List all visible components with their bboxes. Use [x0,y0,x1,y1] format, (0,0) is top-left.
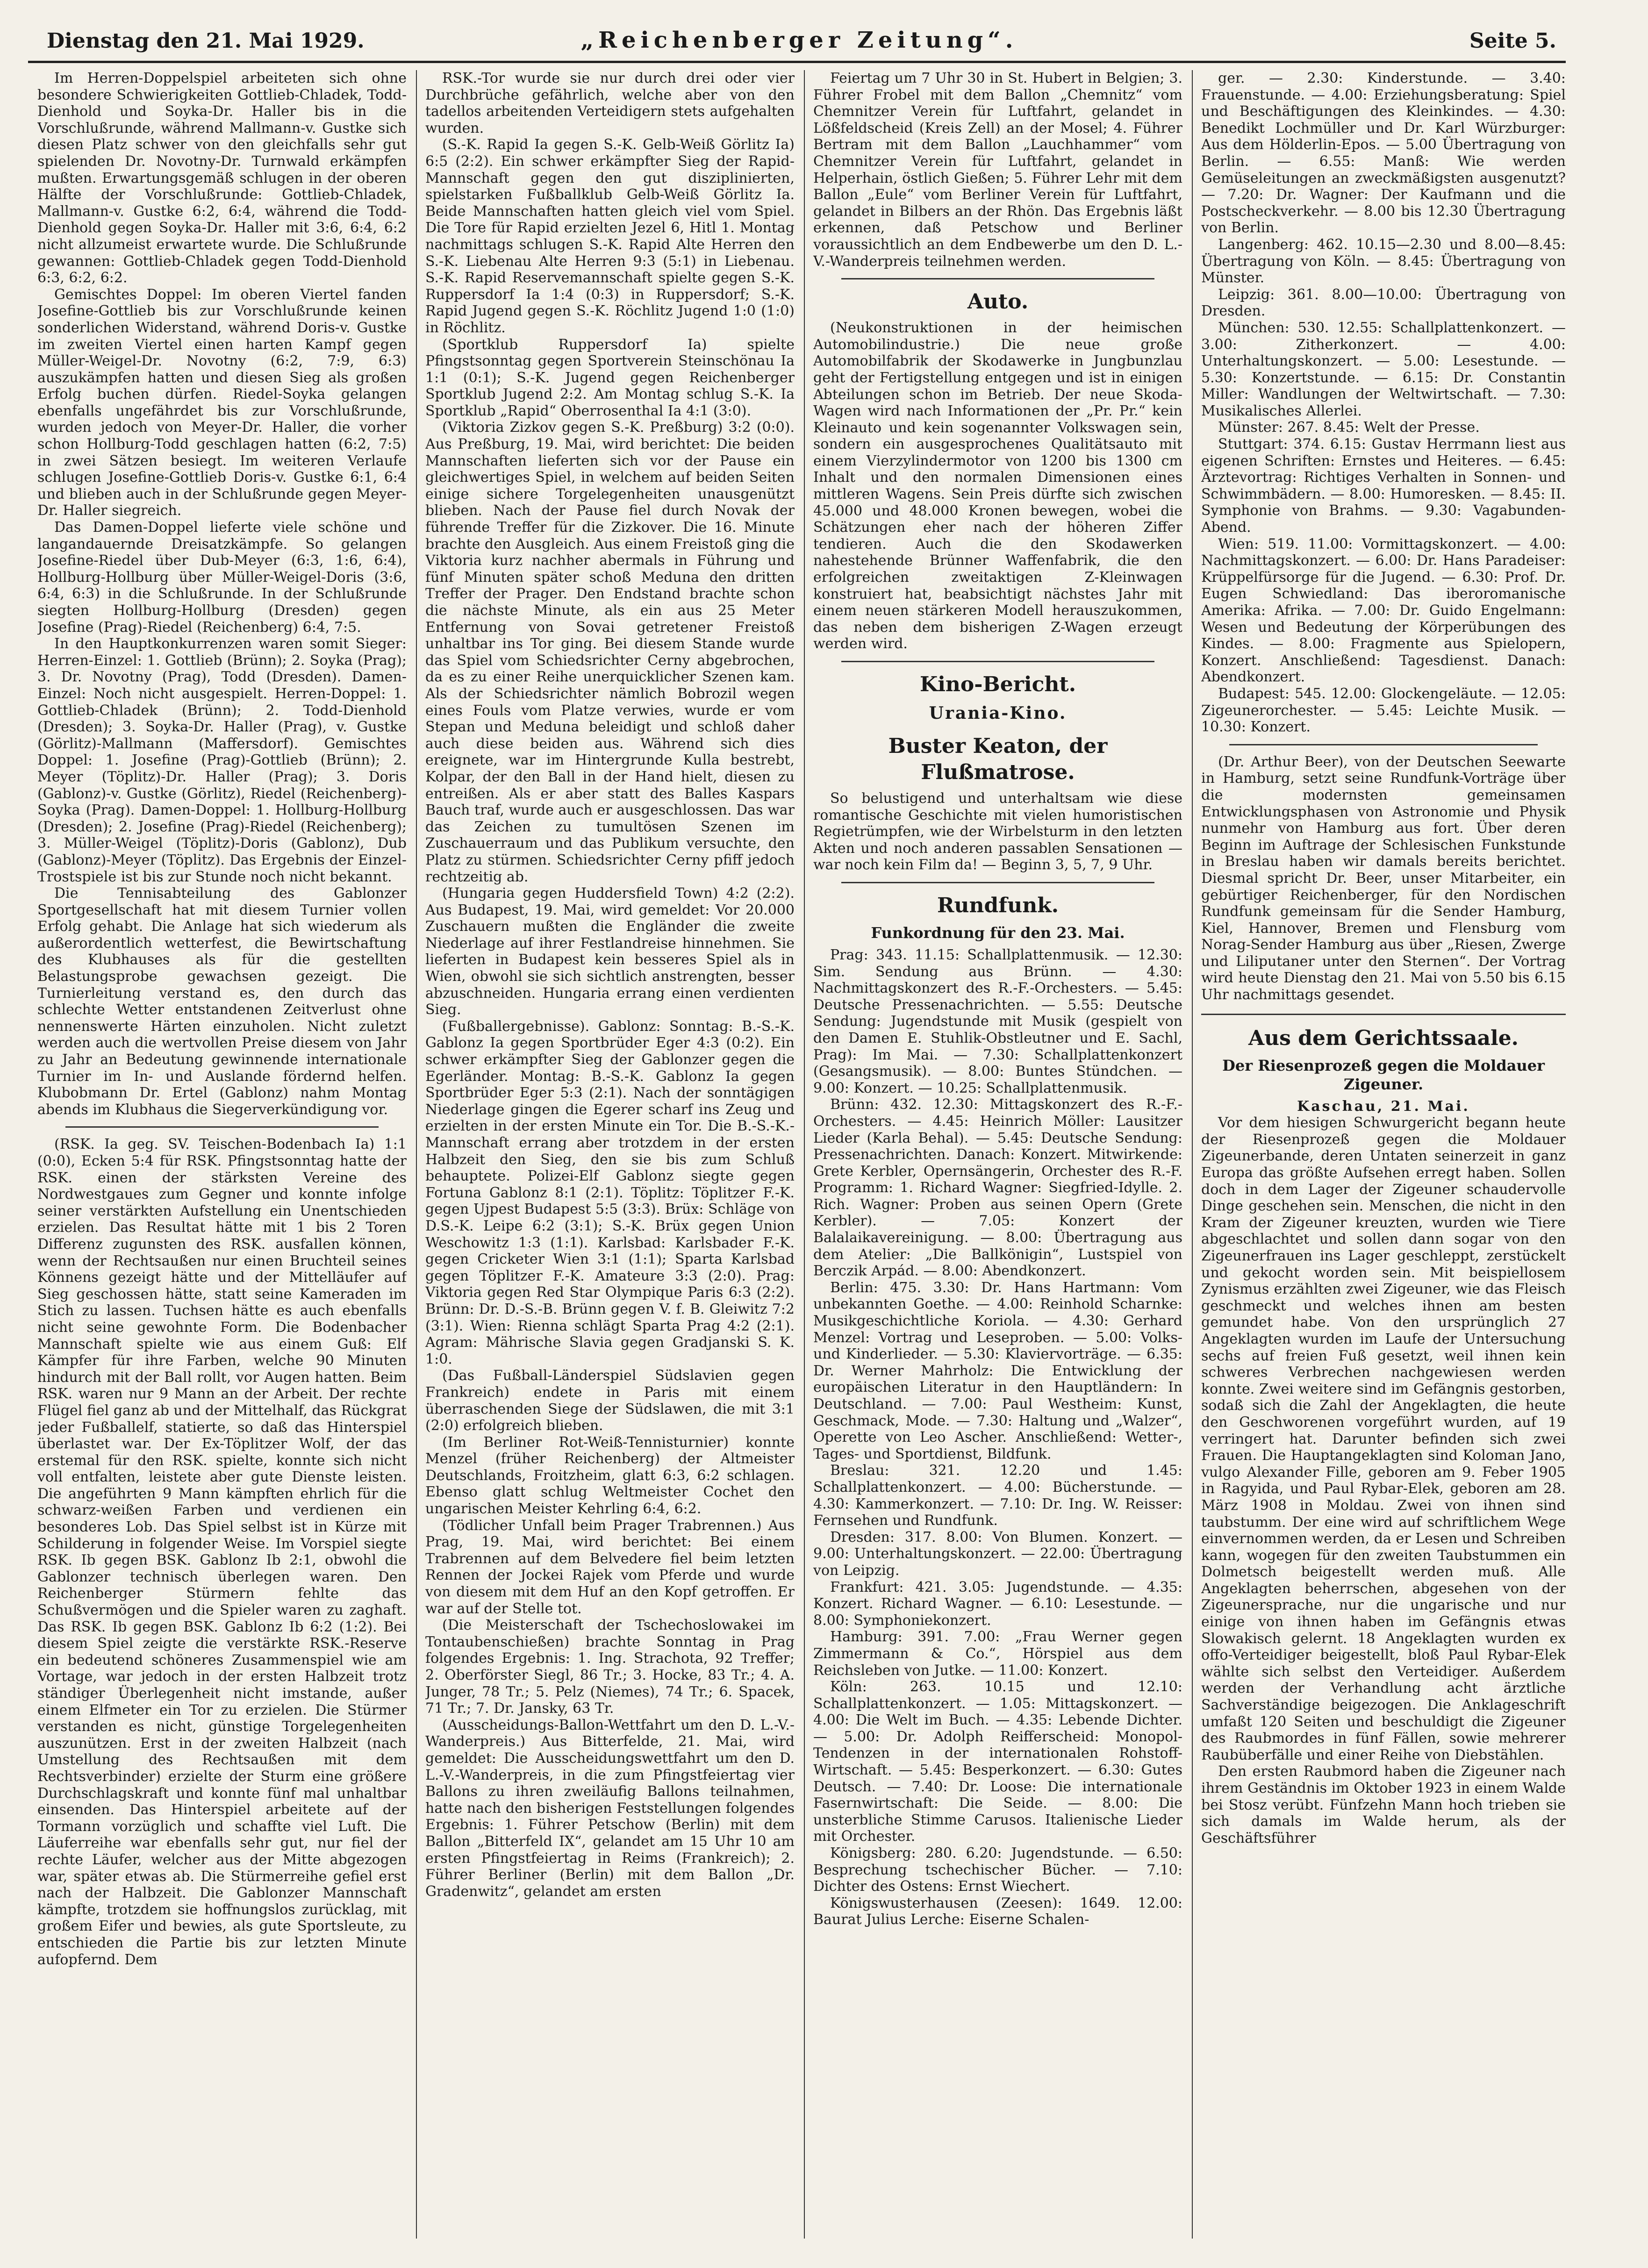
newspaper-title: „Reichenberger Zeitung“. [580,27,1018,53]
article-paragraph: Feiertag um 7 Uhr 30 in St. Hubert in Belgien; 3. Führer Frobel mit dem Ballon „Chemnitz“ vom Chemnitzer Verein für Luftfahrt, gelandet in Lößfeldscheid (Kreis Zell) an der Mosel; 4. Führer Bertram mit dem Ballon „Lauchhammer“ vom Chemnitzer Verein für Luftfahrt, gelandet in Helperhain, östlich Gießen; 5. Führer Lehr mit dem Ballon „Eule“ vom Berliner Verein für Luftfahrt, gelandet in Bilbers an der Rhön. Das Ergebnis läßt erkennen, daß Petschow und Berliner voraussichtlich an dem Endbewerbe um den D. L.-V.-Wanderpreis teilnehmen werden. [813,70,1182,270]
article-paragraph: (RSK. Ia geg. SV. Teischen-Bodenbach Ia) 1:1 (0:0), Ecken 5:4 für RSK. Pfingstsonntag hatte der RSK. einen der stärksten Vereine des Nordwestgaues zum Gegner und konnte infolge seiner verstärkten Aufstellung ein Unentschieden erzielen. Das Resultat hätte mit 1 bis 2 Toren Differenz zugunsten des RSK. ausfallen können, wenn der Rechtsaußen nur einen Bruchteil seines Könnens gezeigt hätte und der Mittelläufer auf Sieg geschossen hätte, statt seine Kameraden im Stich zu lassen. Tuchsen hätte es auch ebenfalls nicht seine gewohnte Form. Die Bodenbacher Mannschaft spielte wie aus einem Guß: Elf Kämpfer für ihre Farben, welche 90 Minuten hindurch mit der Ball rollt, vor Augen hatten. Beim RSK. waren nur 9 Mann an der Arbeit. Der rechte Flügel fiel ganz ab und der Mittelhalf, das Rückgrat jeder Fußballelf, statierte, so daß das Hinterspiel überlastet war. Der Ex-Töplitzer Wolf, der das erstemal für den RSK. spielte, konnte sich nicht voll entfalten, leistete aber gute Dienste leisten. Die angeführten 9 Mann kämpften ehrlich für die schwarz-weißen Farben und verdienen ein besonderes Lob. Das Spiel selbst ist in Kürze mit Schilderung in folgender Weise. Im Vorspiel siegte RSK. Ib gegen BSK. Gablonz Ib 2:1, obwohl die Gablonzer technisch überlegen waren. Den Reichenberger Stürmern fehlte das Schußvermögen und die Spieler waren zu zaghaft. Das RSK. Ib gegen BSK. Gablonz Ib 6:2 (1:2). Bei diesem Spiel zeigte die verstärkte RSK.-Reserve ein bedeutend schöneres Zusammenspiel wie am Vortage, war jedoch in der ersten Halbzeit trotz ständiger Überlegenheit nicht imstande, außer einem Elfmeter ein Tor zu erzielen. Die Stürmer verstanden es nicht, günstige Torgelegenheiten auszunützen. Erst in der zweiten Halbzeit (nach Umstellung des Rechtsaußen mit dem Rechtsverbinder) erzielte der Sturm eine größere Durchschlagskraft und konnte fünf mal unhaltbar einsenden. Das Hinterspiel arbeitete auf der Tormann vorzüglich und schaffte viel Luft. Die Läuferreihe war ebenfalls sehr gut, nur fiel der rechte Läufer, welcher aus der Mitte abgezogen war, später etwas ab. Die Stürmerreihe gefiel erst nach der Halbzeit. Die Gablonzer Mannschaft kämpfte, trotzdem sie hoffnungslos zurücklag, mit großem Eifer und bewies, als gute Sportsleute, zu entschieden die Partie bis zur letzten Minute aufopfernd. Dem [37,1136,407,1968]
section-heading-kino: Kino-Bericht. [919,673,1076,696]
article-paragraph: (Ausscheidungs-Ballon-Wettfahrt um den D. L.-V.-Wanderpreis.) Aus Bitterfelde, 21. Mai, wird gemeldet: Die Ausscheidungswettfahrt um den D. L.-V.-Wanderpreis, in die zum Pfingstfeiertag vier Ballons zu ihren zweiläufig Ballons teilnahmen, hatte nach den bisherigen Feststellungen folgendes Ergebnis: 1. Führer Petschow (Berlin) mit dem Ballon „Bitterfeld IX“, gelandet am 15 Uhr 10 am ersten Pfingstfeiertag in Reims (Frankreich); 2. Führer Berliner (Berlin) mit dem Ballon „Dr. Gradenwitz“, gelandet am ersten [425,1717,795,1900]
radio-listing: Berlin: 475. 3.30: Dr. Hans Hartmann: Vom unbekannten Goethe. — 4.00: Reinhold Scharnke: Musikgeschichtliche Koriola. — 4.30: Gerhard Menzel: Vortrag und Leseproben. — 5.00: Volks- und Kinderlieder. — 5.30: Klaviervorträge. — 6.35: Dr. Werner Mahrholz: Die Entwicklung der europäischen Literatur in den Hauptländern: In Deutschland. — 7.00: Paul Westheim: Kunst, Geschmack, Mode. — 7.30: Haltung und „Walzer“, Operette von Leo Ascher. Anschließend: Wetter-, Tages- und Sportdienst, Bildfunk. [813,1279,1182,1462]
article-paragraph: (Fußballergebnisse). Gablonz: Sonntag: B.-S.-K. Gablonz Ia gegen Sportbrüder Eger 4:3 (0:2). Ein schwer erkämpfter Sieg der Gablonzer gegen die Egerländer. Montag: B.-S.-K. Gablonz Ia gegen Sportbrüder Eger 5:3 (2:1). Nach der sonntägigen Niederlage gingen die Egerer scharf ins Zeug und erzielten in der ersten Minute ein Tor. Die B.-S.-K.-Mannschaft errang aber trotzdem in der ersten Halbzeit den Sieg, den sie bis zum Schluß behauptete. Polizei-Elf Gablonz siegte gegen Fortuna Gablonz 8:1 (2:1). Töplitz: Töplitzer F.-K. gegen Ujpest Budapest 5:5 (3:3). Brüx: Schläge von D.S.-K. Leipe 6:2 (3:1); S.-K. Brüx gegen Union Weschowitz 1:3 (1:1). Karlsbad: Karlsbader F.-K. gegen Cricketer Wien 3:1 (1:1); Sparta Karlsbad gegen Töplitzer F.-K. Amateure 3:3 (2:0). Prag: Viktoria gegen Red Star Olympique Paris 6:3 (2:2). Brünn: Dr. D.-S.-B. Brünn gegen V. f. B. Gleiwitz 7:2 (3:1). Wien: Rienna schlägt Sparta Prag 4:2 (2:1). Agram: Mährische Slavia gegen Gradjanski S. K. 1:0. [425,1018,795,1367]
page-number: Seite 5. [1469,29,1556,53]
newspaper-page [28,19,1566,2248]
radio-listing: Münster: 267. 8.45: Welt der Presse. [1218,419,1480,436]
article-paragraph: In den Hauptkonkurrenzen waren somit Sieger: Herren-Einzel: 1. Gottlieb (Brünn); 2. Soyka (Prag); 3. Dr. Novotny (Prag), Todd (Dresden). Damen-Einzel: Noch nicht ausgespielt. Herren-Doppel: 1. Gottlieb-Chladek (Brünn); 2. Todd-Dienhold (Dresden); 3. Soyka-Dr. Haller (Prag), v. Gustke (Görlitz)-Mallmann (Maffersdorf). Gemischtes Doppel: 1. Josefine (Prag)-Gottlieb (Brünn); 2. Meyer (Töplitz)-Dr. Haller (Prag); 3. Doris (Gablonz)-v. Gustke (Görlitz), Riedel (Reichenberg)-Soyka (Prag). Damen-Doppel: 1. Hollburg-Hollburg (Dresden); 2. Josefine (Prag)-Riedel (Reichenberg); 3. Müller-Weigel (Töplitz)-Doris (Gablonz), Dub (Gablonz)-Meyer (Töplitz). Das Ergebnis der Einzel-Trostspiele ist bis zur Stunde noch nicht bekannt. [37,636,407,885]
article-paragraph: Im Herren-Doppelspiel arbeiteten sich ohne besondere Schwierigkeiten Gottlieb-Chladek, Todd-Dienhold und Soyka-Dr. Haller bis in die Vorschlußrunde, während Mallmann-v. Gustke sich diesen Platz schwer von den gleichfalls sehr gut spielenden Dr. Novotny-Dr. Turnwald erkämpfen mußten. Erwartungsgemäß schlugen in der oberen Hälfte der Vorschlußrunde: Gottlieb-Chladek, Mallmann-v. Gustke 6:2, 6:4, während die Todd-Dienhold gegen Soyka-Dr. Haller mit 3:6, 6:4, 6:2 nicht allzumeist erwartete wurde. Die Schlußrunde gewannen: Gottlieb-Chladek gegen Todd-Dienhold 6:3, 6:2, 6:2. [37,70,407,286]
column-rule [416,70,417,2239]
section-heading-auto: Auto. [967,290,1029,314]
article-paragraph: (Viktoria Zizkov gegen S.-K. Preßburg) 3:2 (0:0). Aus Preßburg, 19. Mai, wird berichtet: Die beiden Mannschaften lieferten sich vor der Pause ein gleichwertiges Spiel, in welchem auf beiden Seiten einige sichere Torgelegenheiten unausgenützt blieben. Nach der Pause fiel durch Novak der führende Treffer für die Zizkover. Die 16. Minute brachte den Ausgleich. Aus einem Freistoß ging die Viktoria kurz nachher abermals in Führung und fünf Minuten später schoß Meduna den dritten Treffer der Prager. Den Endstand brachte schon die nächste Minute, als ein aus 25 Meter Entfernung von Sovai getretener Freistoß unhaltbar ins Tor ging. Bei diesem Stande wurde das Spiel vom Schiedsrichter Cerny abgebrochen, da es zu einer Reihe unerquicklicher Szenen kam. Als der Schiedsrichter nämlich Bobrozil wegen eines Fouls vom Platze verwies, wurde er vom Stepan und Meduna beleidigt und schloß daher auch diese beiden aus. Während sich dies ereignete, war im Hintergrunde Kulla bestrebt, Kolpar, der den Ball in der Hand hielt, diesen zu entreißen. Als er aber statt des Balles Kaspars Bauch traf, wurde auch er ausgeschlossen. Das war das Zeichen zu tumultösen Szenen im Zuschauerraum und das Publikum versuchte, den Platz zu stürmen. Schiedsrichter Cerny pfiff jedoch rechtzeitig ab. [425,419,795,885]
radio-listing: Königswusterhausen (Zeesen): 1649. 12.00: Baurat Julius Lerche: Eiserne Schalen- [813,1895,1182,1928]
radio-listing: ger. — 2.30: Kinderstunde. — 3.40: Frauenstunde. — 4.00: Erziehungsberatung: Spiel und Beschäftigungen des Kleinkindes. — 4.30: Benedikt Lochmüller und Dr. Karl Würzburger: Aus dem Hölderlin-Epos. — 5.00 Übertragung von Berlin. — 6.55: Manß: Wie werden Gemüseleitungen an zweckmäßigsten ausgenutzt? — 7.20: Dr. Wagner: Der Kaufmann und die Postscheckverkehr. — 8.00 bis 12.30 Übertragung von Berlin. [1201,70,1566,236]
column-3 [813,70,1182,2239]
article-paragraph: (Sportklub Ruppersdorf Ia) spielte Pfingstsonntag gegen Sportverein Steinschönau Ia 1:1 (0:1); S.-K. Jugend gegen Reichenberger Sportklub Jugend 2:2. Am Montag schlug S.-K. Ia Sportklub „Rapid“ Oberrosenthal Ia 4:1 (3:0). [425,336,795,419]
radio-listing: Königsberg: 280. 6.20: Jugendstunde. — 6.50: Besprechung tschechischer Bücher. — 7.10: Dichter des Ostens: Ernst Wiechert. [813,1845,1182,1895]
radio-listing: Frankfurt: 421. 3.05: Jugendstunde. — 4.35: Konzert. Richard Wagner. — 6.10: Lesestunde. — 8.00: Symphoniekonzert. [813,1579,1182,1629]
radio-listing: München: 530. 12.55: Schallplattenkonzert. — 3.00: Zitherkonzert. — 4.00: Unterhaltungskonzert. — 5.00: Lesestunde. — 5.30: Konzertstunde. — 6.15: Dr. Constantin Miller: Wandlungen der Weltwirtschaft. — 7.30: Musikalisches Allerlei. [1201,319,1566,419]
subheading-funkordnung: Funkordnung für den 23. Mai. [871,923,1125,942]
radio-listing: Breslau: 321. 12.20 und 1.45: Schallplattenkonzert. — 4.00: Bücherstunde. — 4.30: Kammerkonzert. — 7.10: Dr. Ing. W. Reisser: Fernsehen und Rundfunk. [813,1462,1182,1529]
dateline: Kaschau, 21. Mai. [1297,1098,1470,1115]
article-paragraph: RSK.-Tor wurde sie nur durch drei oder vier Durchbrüche gefährlich, welche aber von den tadellos arbeitenden Verteidigern stets aufgehalten wurden. [425,70,795,136]
article-paragraph: So belustigend und unterhaltsam wie diese romantische Geschichte mit vielen humoristischen Regietrümpfen, wie der Wirbelsturm in den letzten Akten und noch anderen passablen Sensationen — war noch kein Film da! — Beginn 3, 5, 7, 9 Uhr. [813,790,1182,873]
article-paragraph: Die Tennisabteilung des Gablonzer Sportgesellschaft hat mit diesem Turnier vollen Erfolg gehabt. Die Anlage hat sich wiederum als außerordentlich wetterfest, die Bewirtschaftung des Klubhauses als für die gestellten Belastungsprobe gewachsen gezeigt. Die Turnierleitung verstand es, den durch das schlechte Wetter entstandenen Zeitverlust ohne nennenswerte Härten einzuholen. Nicht zuletzt werden auch die wertvollen Preise diesem von Jahr zu Jahr an Bedeutung gewinnende internationale Turnier im In- und Auslande fördernd helfen. Klubobmann Dr. Ertel (Gablonz) nahm Montag abends im Klubhaus die Siegerverkündigung vor. [37,885,407,1118]
column-2 [425,70,795,2239]
divider [841,278,1154,279]
article-paragraph: (S.-K. Rapid Ia gegen S.-K. Gelb-Weiß Görlitz Ia) 6:5 (2:2). Ein schwer erkämpfter Sieg der Rapid-Mannschaft gegen den gut disziplinierten, spielstarken Fußballklub Gelb-Weiß Görlitz Ia. Beide Mannschaften hatten gleich viel vom Spiel. Die Tore für Rapid erzielten Jezel 6, Hitl 1. Montag nachmittags schlugen S.-K. Rapid Alte Herren den S.-K. Liebenau Alte Herren 9:3 (5:1) in Liebenau. S.-K. Rapid Reservemannschaft spielte gegen S.-K. Ruppersdorf Ia 1:4 (0:3) in Ruppersdorf; S.-K. Rapid Jugend gegen S.-K. Röchlitz Jugend 1:0 (1:0) in Röchlitz. [425,136,795,336]
article-paragraph: (Tödlicher Unfall beim Prager Trabrennen.) Aus Prag, 19. Mai, wird berichtet: Bei einem Trabrennen auf dem Belvedere fiel beim letzten Rennen der Jockei Rajek vom Pferde und wurde von diesem mit dem Huf an den Kopf getroffen. Er war auf der Stelle tot. [425,1517,795,1617]
divider [841,661,1154,662]
divider [65,1126,379,1128]
article-paragraph: Vor dem hiesigen Schwurgericht begann heute der Riesenprozeß gegen die Moldauer Zigeunerbande, deren Untaten seinerzeit in ganz Europa das größte Aufsehen erregt haben. Sollen doch in dem Lager der Zigeuner schaudervolle Dinge geschehen sein. Menschen, die nicht in den Kram der Zigeuner kreuzten, wurden wie Tiere abgeschlachtet und sollen dann sogar von den Zigeunerfrauen ins Lager geschleppt, zerstückelt und gekocht worden sein. Mit beispiellosem Zynismus erzählten zwei Zigeuner, wie das Fleisch geschmeckt und welches ihnen am besten gemundet habe. Von den ursprünglich 27 Angeklagten wurden im Laufe der Untersuchung sechs auf freien Fuß gesetzt, weil ihnen kein schweres Verbrechen nachgewiesen werden konnte. Zwei weitere sind im Gefängnis gestorben, sodaß sich die Zahl der Angeklagten, die heute den Geschworenen vorgeführt wurden, auf 19 verringert hat. Darunter befinden sich zwei Frauen. Die Hauptangeklagten sind Koloman Jano, vulgo Alexander Fille, geboren am 9. Feber 1905 in Ragyida, und Paul Rybar-Elek, geboren am 28. März 1908 in Moldau. Zwei von ihnen sind taubstumm. Der eine wird auf schriftlichem Wege einvernommen werden, da er Lesen und Schreiben kann, wogegen für den zweiten Taubstummen ein Dolmetsch beigestellt werden muß. Alle Angeklagten beherrschen, abgesehen von der Zigeunersprache, nur die ungarische und nur einige von ihnen haben im Gefängnis etwas Slowakisch gelernt. 18 Angeklagten wurden ex offo-Verteidiger beigestellt, bloß Paul Rybar-Elek wählte sich selbst den Verteidiger. Außerdem werden der Verhandlung acht ärztliche Sachverständige beigezogen. Die Anklageschrift umfaßt 120 Seiten und beschuldigt die Zigeuner des Raubmordes in fünf Fällen, sowie mehrerer Raubüberfälle und einer Reihe von Diebstählen. [1201,1115,1566,1763]
section-heading-gericht: Aus dem Gerichtssaale. [1248,1026,1519,1050]
divider [1201,1014,1566,1015]
radio-listing: Leipzig: 361. 8.00—10.00: Übertragung von Dresden. [1201,286,1566,320]
radio-listing: Langenberg: 462. 10.15—2.30 und 8.00—8.45: Übertragung von Köln. — 8.45: Übertragung von Münster. [1201,236,1566,286]
radio-listing: Wien: 519. 11.00: Vormittagskonzert. — 4.00: Nachmittagskonzert. — 6.00: Dr. Hans Paradeiser: Krüppelfürsorge für die Jugend. — 6.30: Prof. Dr. Eugen Schwiedland: Das iberoromanische Amerika: Afrika. — 7.00: Dr. Guido Engelmann: Wesen und Bedeutung der Körperübungen des Kindes. — 8.00: Fragmente aus Spielopern, Konzert. Anschließend: Tagesdienst. Danach: Abendkonzert. [1201,536,1566,686]
column-rule [1192,70,1193,2239]
subheading-urania: Urania-Kino. [929,703,1067,723]
article-paragraph: (Die Meisterschaft der Tschechoslowakei im Tontaubenschießen) brachte Sonntag in Prag folgendes Ergebnis: 1. Ing. Strachota, 92 Treffer; 2. Oberförster Siegl, 86 Tr.; 3. Hocke, 83 Tr.; 4. A. Junger, 78 Tr.; 5. Pelz (Niemes), 74 Tr.; 6. Spacek, 71 Tr.; 7. Dr. Jansky, 63 Tr. [425,1617,795,1717]
article-paragraph: (Hungaria gegen Huddersfield Town) 4:2 (2:2). Aus Budapest, 19. Mai, wird gemeldet: Vor 20.000 Zuschauern mußten die Engländer die zweite Niederlage auf ihrer Festlandreise hinnehmen. Sie lieferten in Budapest kein besseres Spiel als in Wien, obwohl sie sich sichtlich anstrengten, besser abzuschneiden. Hungaria errang einen verdienten Sieg. [425,885,795,1018]
radio-listing: Budapest: 545. 12.00: Glockengeläute. — 12.05: Zigeunerorchester. — 5.45: Leichte Musik. — 10.30: Konzert. [1201,685,1566,736]
radio-listing: Prag: 343. 11.15: Schallplattenmusik. — 12.30: Sim. Sendung aus Brünn. — 4.30: Nachmittagskonzert des R.-F.-Orchesters. — 5.45: Deutsche Pressenachrichten. — 5.55: Deutsche Sendung: Jugendstunde mit Musik (gespielt von den Damen E. Stuhlik-Obstleutner und E. Sachl, Prag): Im Mai. — 7.30: Schallplattenkonzert (Gesangsmusik). — 8.00: Buntes Stündchen. — 9.00: Konzert. — 10.25: Schallplattenmusik. [813,946,1182,1096]
article-paragraph: Das Damen-Doppel lieferte viele schöne und langandauernde Dreisatzkämpfe. So gelangen Josefine-Riedel über Dub-Meyer (6:3, 1:6, 6:4), Hollburg-Hollburg über Müller-Weigel-Doris (3:6, 6:4, 6:3) in die Schlußrunde. In der Schlußrunde siegten Hollburg-Hollburg (Dresden) gegen Josefine (Prag)-Riedel (Reichenberg) 6:4, 7:5. [37,519,407,636]
article-paragraph: Den ersten Raubmord haben die Zigeuner nach ihrem Geständnis im Oktober 1923 in einem Walde bei Stosz verübt. Fünfzehn Mann hoch trieben sie sich damals im Walde herum, als der Geschäftsführer [1201,1763,1566,1846]
section-heading-rundfunk: Rundfunk. [937,893,1059,917]
article-headline: Der Riesenprozeß gegen die Moldauer Zigeuner. [1222,1056,1545,1093]
issue-date: Dienstag den 21. Mai 1929. [47,29,365,53]
divider [841,882,1154,883]
article-paragraph: (Neukonstruktionen in der heimischen Automobilindustrie.) Die neue große Automobilfabrik der Skodawerke in Jungbunzlau geht der Fertigstellung entgegen und ist in einigen Abteilungen schon im Betrieb. Der neue Skoda-Wagen wird nach Informationen der „Pr. Pr.“ kein Kleinauto und kein sogenannter Volkswagen sein, sondern ein ausgesprochenes Qualitätsauto mit einem Vierzylindermotor von 1200 bis 1300 cm Inhalt und den normalen Dimensionen eines mittleren Wagens. Sein Preis dürfte sich zwischen 45.000 und 48.000 Kronen bewegen, wobei die Schätzungen eher nach der höheren Ziffer tendieren. Auch die den Skodawerken nahestehende Brünner Waffenfabrik, die den erfolgreichen zweitaktigen Z-Kleinwagen konstruiert hat, beabsichtigt nächstes Jahr mit einem neuen stärkeren Modell herauszukommen, das neben dem bisherigen Z-Wagen erzeugt werden wird. [813,320,1182,652]
radio-listing: Köln: 263. 10.15 und 12.10: Schallplattenkonzert. — 1.05: Mittagskonzert. — 4.00: Die Welt im Buch. — 4.35: Lebende Dichter. — 5.00: Dr. Adolph Reifferscheid: Monopol-Tendenzen in der internationalen Rohstoff-Wirtschaft. — 5.45: Besperkonzert. — 6.30: Gutes Deutsch. — 7.40: Dr. Loose: Die internationale Fasernwirtschaft: Die Seide. — 8.00: Die unsterbliche Stimme Carusos. Italienische Lieder mit Orchester. [813,1679,1182,1845]
article-paragraph: Gemischtes Doppel: Im oberen Viertel fanden Josefine-Gottlieb bis zur Vorschlußrunde keinen sonderlichen Widerstand, während Doris-v. Gustke im zweiten Viertel einen harten Kampf gegen Müller-Weigel-Dr. Novotny (6:2, 7:9, 6:3) auszukämpfen hatten und diesen Sieg als großen Erfolg buchen dürfen. Riedel-Soyka gelangen ebenfalls ungefährdet bis zur Vorschlußrunde, wurden jedoch von Meyer-Dr. Haller, die vorher schon Hollburg-Todd geschlagen hatten (6:2, 7:5) in zwei Sätzen besiegt. Im weiteren Verlaufe schlugen Josefine-Gottlieb Doris-v. Gustke 6:1, 6:4 und blieben auch in der Schlußrunde gegen Meyer-Dr. Haller siegreich. [37,286,407,519]
masthead [28,19,1566,63]
column-rule [804,70,805,2239]
article-paragraph: (Das Fußball-Länderspiel Südslavien gegen Frankreich) endete in Paris mit einem überraschenden Siege der Südslawen, die mit 3:1 (2:0) erfolgreich blieben. [425,1367,795,1434]
divider [1229,744,1538,745]
radio-listing: Dresden: 317. 8.00: Von Blumen. Konzert. — 9.00: Unterhaltungskonzert. — 22.00: Übertragung von Leipzig. [813,1529,1182,1579]
article-paragraph: (Dr. Arthur Beer), von der Deutschen Seewarte in Hamburg, setzt seine Rundfunk-Vorträge über die modernsten gemeinsamen Entwicklungsphasen von Astronomie und Physik nunmehr von Hamburg aus fort. Über deren Beginn im Auftrage der Schlesischen Funkstunde in Breslau haben wir damals bereits berichtet. Diesmal spricht Dr. Beer, unser Mitarbeiter, ein gebürtiger Reichenberger, für den Nordischen Rundfunk gemeinsam für die Sender Hamburg, Kiel, Hannover, Bremen und Flensburg vom Norag-Sender Hamburg aus über „Riesen, Zwerge und Liliputaner unter den Sternen“. Der Vortrag wird heute Dienstag den 21. Mai von 5.50 bis 6.15 Uhr nachmittags gesendet. [1201,753,1566,1003]
radio-listing: Stuttgart: 374. 6.15: Gustav Herrmann liest aus eigenen Schriften: Ernstes und Heiteres. — 6.45: Ärztevortrag: Richtiges Verhalten in Sonnen- und Schwimmbädern. — 8.00: Humoresken. — 8.45: II. Symphonie von Brahms. — 9.30: Vagabunden-Abend. [1201,436,1566,536]
article-paragraph: (Im Berliner Rot-Weiß-Tennisturnier) konnte Menzel (früher Reichenberg) der Altmeister Deutschlands, Froitzheim, glatt 6:3, 6:2 schlagen. Ebenso glatt schlug Weltmeister Cochet den ungarischen Meister Kehrling 6:4, 6:2. [425,1434,795,1517]
column-4 [1201,70,1566,2239]
column-1 [37,70,407,2239]
film-title: Buster Keaton, der Flußmatrose. [888,734,1108,784]
radio-listing: Brünn: 432. 12.30: Mittagskonzert des R.-F.-Orchesters. — 4.45: Heinrich Möller: Lausitzer Lieder (Karla Behal). — 5.45: Deutsche Sendung: Pressenachrichten. Danach: Konzert. Mitwirkende: Grete Kerbler, Opernsängerin, Orchester des R.-F. Programm: 1. Richard Wagner: Siegfried-Idylle. 2. Rich. Wagner: Proben aus seinen Opern (Grete Kerbler). — 7.05: Konzert der Balalaikavereinigung. — 8.00: Übertragung aus dem Atelier: „Die Ballkönigin“, Lustspiel von Berczik Arpád. — 8.00: Abendkonzert. [813,1096,1182,1280]
radio-listing: Hamburg: 391. 7.00: „Frau Werner gegen Zimmermann & Co.“, Hörspiel aus dem Reichsleben von Jutke. — 11.00: Konzert. [813,1629,1182,1679]
